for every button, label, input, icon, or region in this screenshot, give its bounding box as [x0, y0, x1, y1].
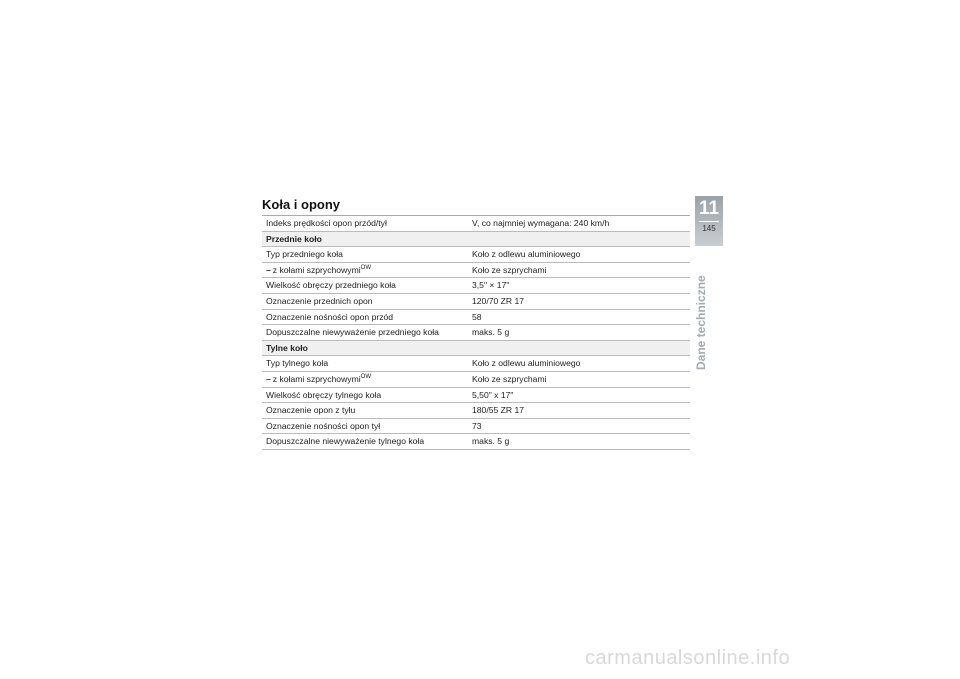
table-row: [262, 372, 690, 388]
row-value: maks. 5 g: [472, 436, 510, 447]
page-title: Koła i opony: [262, 197, 340, 212]
table-row: [262, 403, 690, 419]
row-label: Oznaczenie nośności opon przód: [266, 311, 394, 322]
row-label: Oznaczenie nośności opon tył: [266, 420, 381, 431]
table-row: [262, 247, 690, 263]
table-row: [262, 310, 690, 326]
row-value: 58: [472, 311, 482, 322]
chapter-tab: [695, 196, 723, 246]
option-superscript: OW: [360, 264, 371, 271]
chapter-number: 11: [698, 198, 720, 219]
row-value: 3,5" × 17": [472, 280, 510, 291]
table-row: [262, 263, 690, 279]
dash-marker: –: [266, 264, 271, 275]
dash-marker: –: [266, 373, 271, 384]
row-label: Wielkość obręczy tylnego koła: [266, 389, 382, 400]
section-label: Tylne koło: [266, 342, 308, 353]
row-value: 180/55 ZR 17: [472, 405, 525, 416]
watermark: carmanualsonline.info: [585, 647, 791, 669]
row-label: Typ tylnego koła: [266, 358, 329, 369]
row-value: 73: [472, 420, 482, 431]
row-value: Koło z odlewu aluminiowego: [472, 249, 581, 260]
row-value: Koło ze szprychami: [472, 264, 547, 275]
row-value: V, co najmniej wymagana: 240 km/h: [472, 218, 610, 228]
row-value: Koło z odlewu aluminiowego: [472, 358, 581, 369]
spec-table: [262, 215, 690, 450]
row-label: Dopuszczalne niewyważenie przedniego koła: [266, 327, 439, 338]
row-value: Koło ze szprychami: [472, 373, 547, 384]
row-value: 5,50" x 17": [472, 389, 514, 400]
row-label-text: z kołami szprychowymi: [272, 264, 361, 275]
table-row: [262, 216, 690, 232]
row-value: 120/70 ZR 17: [472, 295, 525, 306]
table-row: [262, 419, 690, 435]
option-superscript: OW: [360, 374, 371, 381]
table-row: [262, 294, 690, 310]
table-row: [262, 356, 690, 372]
row-label: Dopuszczalne niewyważenie tylnego koła: [266, 436, 425, 447]
section-label: Przednie koło: [266, 233, 322, 244]
section-header-rear: [262, 341, 690, 357]
row-value: maks. 5 g: [472, 327, 510, 338]
table-row: [262, 278, 690, 294]
table-row: [262, 434, 690, 450]
table-row: [262, 325, 690, 341]
row-label-text: z kołami szprychowymi: [272, 373, 361, 384]
row-label-option: [262, 263, 469, 278]
section-header-front: [262, 232, 690, 248]
chapter-side-title: Dane techniczne: [694, 275, 708, 370]
row-label: Oznaczenie opon z tyłu: [266, 405, 356, 416]
row-label: Indeks prędkości opon przód/tył: [266, 218, 387, 228]
row-label: Oznaczenie przednich opon: [266, 295, 373, 306]
row-label: Wielkość obręczy przedniego koła: [266, 280, 396, 291]
row-label-option: [262, 372, 469, 387]
row-label: Typ przedniego koła: [266, 249, 343, 260]
table-row: [262, 388, 690, 404]
page-number: 145: [702, 224, 716, 233]
